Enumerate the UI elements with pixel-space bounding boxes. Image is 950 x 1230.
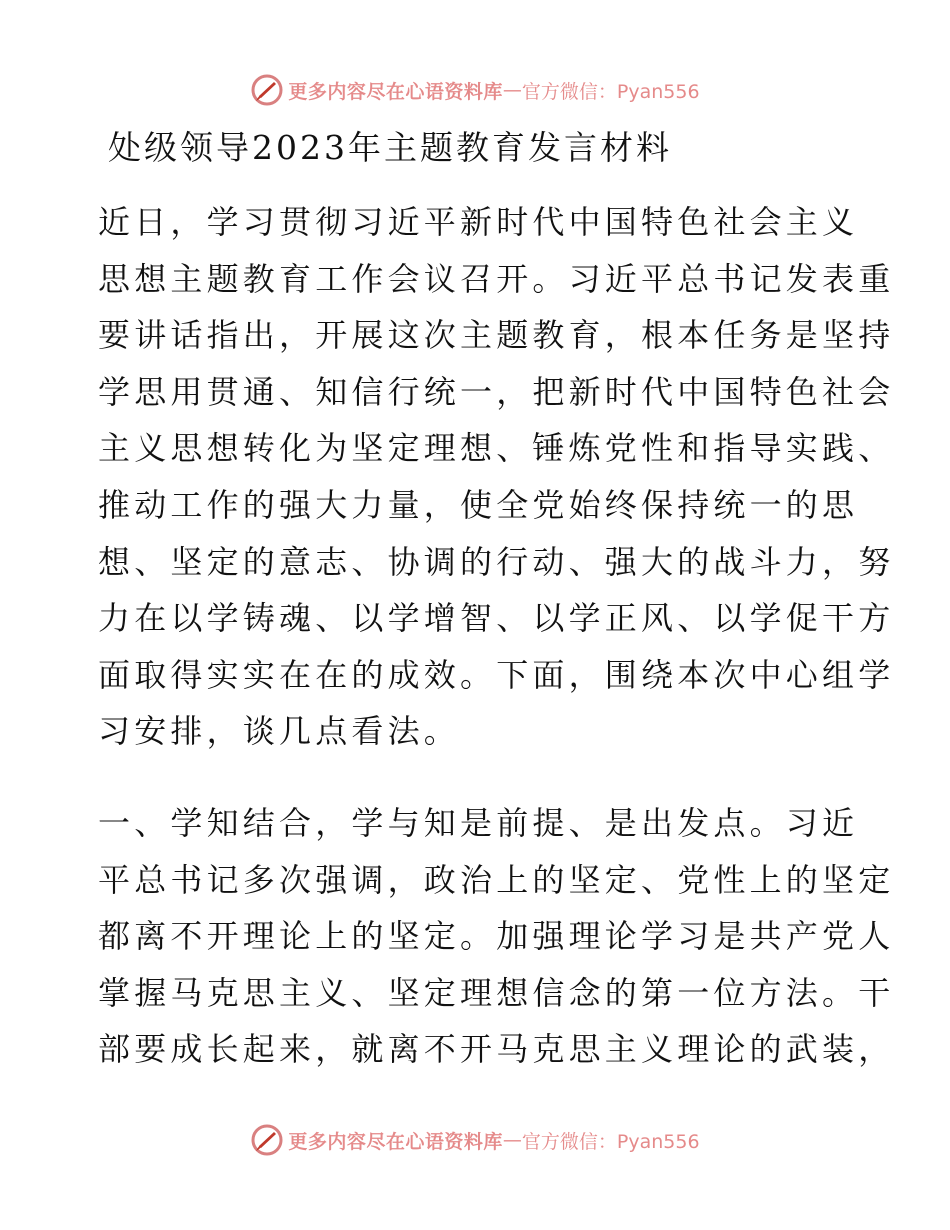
text-line: 习安排，谈几点看法。 <box>98 712 461 751</box>
watermark-separator: — <box>502 1129 522 1151</box>
header-watermark <box>0 70 950 110</box>
text-line: 近日，学习贯彻习近平新时代中国特色社会主义 <box>98 203 859 241</box>
text-line: 思想主题教育工作会议召开。习近平总书记发表重 <box>98 259 895 298</box>
text-line: 面取得实实在在的成效。下面，围绕本次中心组学 <box>98 655 895 694</box>
text-line: 想、坚定的意志、协调的行动、强大的战斗力，努 <box>98 542 895 581</box>
text-line: 掌握马克思主义、坚定理想信念的第一位方法。干 <box>98 973 895 1012</box>
text-line: 都离不开理论上的坚定。加强理论学习是共产党人 <box>98 917 895 956</box>
text-line: 要讲话指出，开展这次主题教育，根本任务是坚持 <box>98 316 895 355</box>
brand-logo-icon <box>250 1123 284 1157</box>
watermark-brand-text: 更多内容尽在心语资料库 <box>288 80 503 103</box>
text-line: 部要成长起来，就离不开马克思主义理论的武装， <box>98 1030 895 1069</box>
text-line: 学思用贯通、知信行统一，把新时代中国特色社会 <box>98 372 895 411</box>
brand-logo-icon <box>250 73 284 107</box>
paragraph-intro <box>98 194 895 760</box>
text-line: 力在以学铸魂、以学增智、以学正风、以学促干方 <box>98 599 895 638</box>
text-line: 主义思想转化为坚定理想、锤炼党性和指导实践、 <box>98 429 895 468</box>
text-line: 推动工作的强大力量，使全党始终保持统一的思 <box>98 485 859 524</box>
watermark-separator: — <box>502 79 522 101</box>
watermark-wechat-text: 官方微信：Pyan556 <box>521 80 700 103</box>
watermark-wechat-text: 官方微信：Pyan556 <box>521 1130 700 1153</box>
watermark-brand-text: 更多内容尽在心语资料库 <box>288 1130 503 1153</box>
text-line: 平总书记多次强调，政治上的坚定、党性上的坚定 <box>98 860 895 899</box>
document-title: 处级领导2023年主题教育发言材料 <box>108 128 672 167</box>
footer-watermark <box>0 1120 950 1160</box>
text-line: 一、学知结合，学与知是前提、是出发点。习近 <box>98 804 859 842</box>
paragraph-section-one <box>98 795 895 1078</box>
